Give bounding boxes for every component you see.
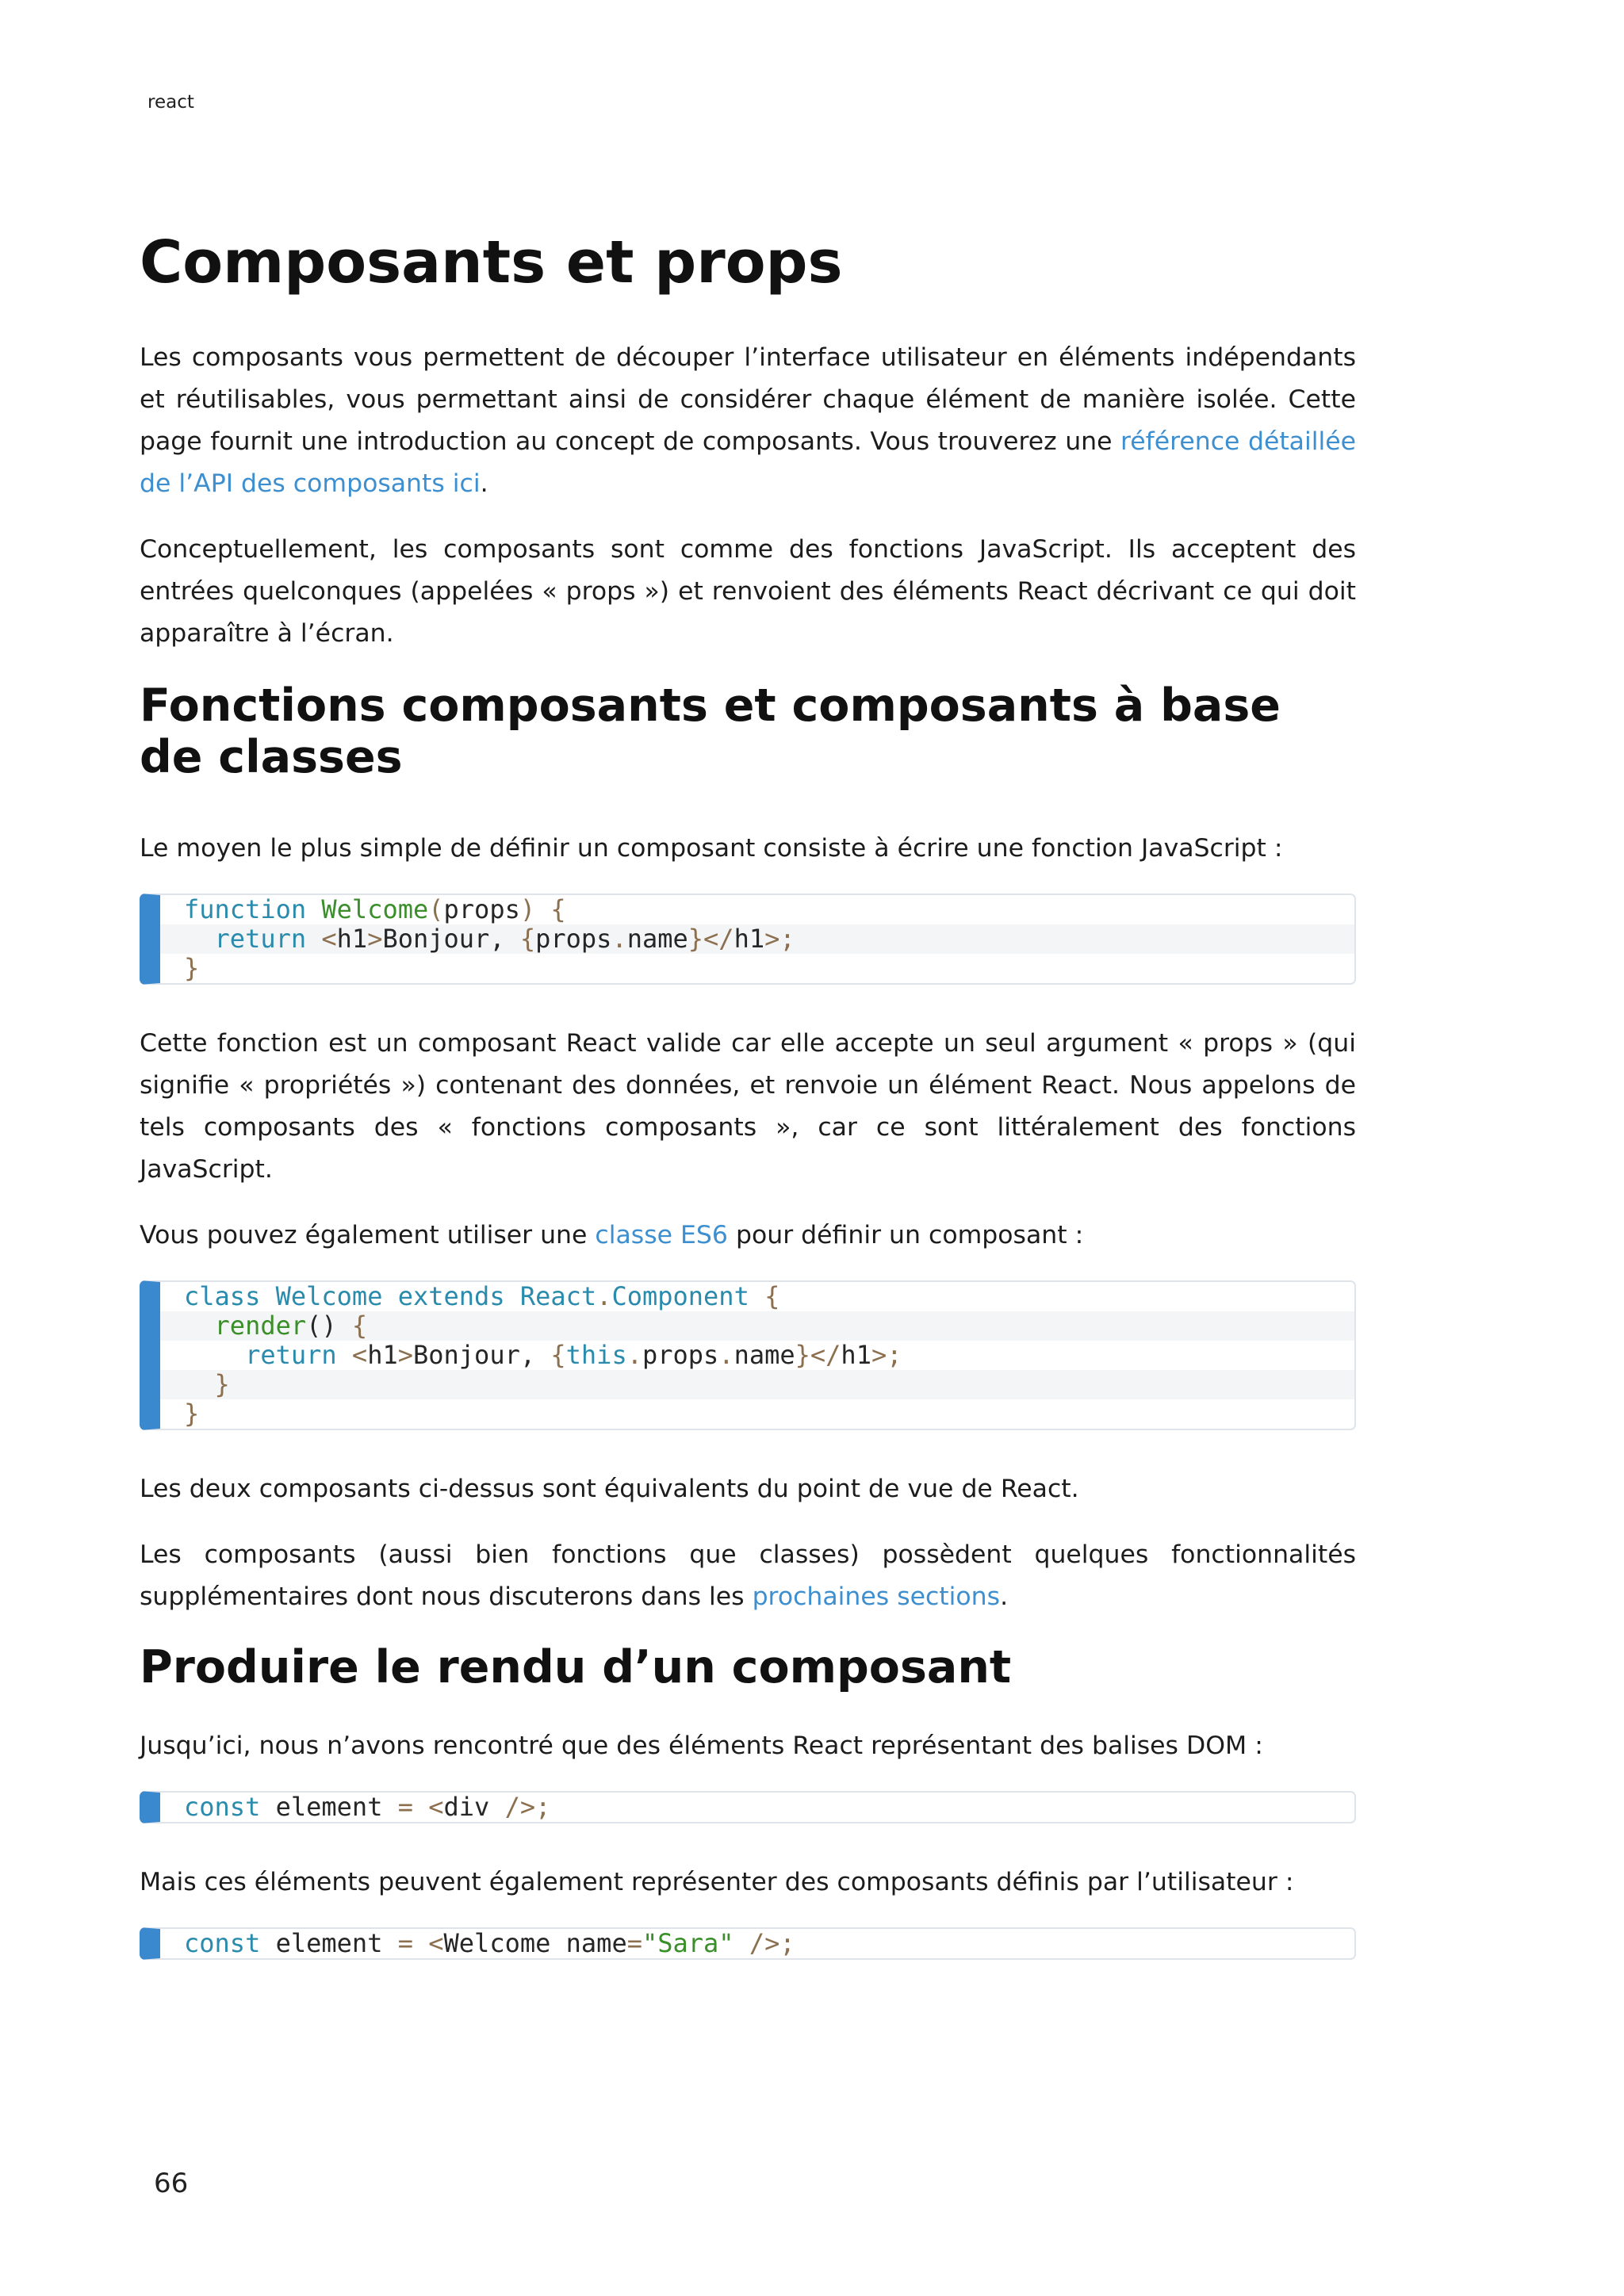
section-heading-function-class: Fonctions composants et composants à base de classes — [140, 679, 1281, 783]
page-content — [140, 230, 1356, 1998]
code-block-function-component — [140, 894, 1356, 985]
code-line: } — [184, 952, 200, 983]
section1-paragraph-1: Le moyen le plus simple de définir un composant consiste à écrire une fonction JavaScript : — [140, 833, 1283, 863]
code-line: } — [184, 1398, 200, 1429]
code-line: const element = <Welcome name="Sara" />; — [184, 1927, 795, 1958]
section-heading-rendering: Produire le rendu d’un composant — [140, 1640, 1012, 1693]
next-sections-link[interactable]: prochaines sections — [752, 1582, 1001, 1611]
api-reference-link[interactable]: référence détaillée de l’API des composants ici — [140, 427, 1357, 498]
section2-paragraph-2: Mais ces éléments peuvent également représenter des composants définis par l’utilisateur : — [140, 1867, 1294, 1896]
intro-paragraph-2: Conceptuellement, les composants sont comme des fonctions JavaScript. Ils acceptent des entrées quelconques (appelées « props ») et renvoient des éléments React décrivant ce qui doit apparaître à l’écran. — [140, 534, 1356, 648]
section1-paragraph-3: Vous pouvez également utiliser une classe ES6 pour définir un composant : — [140, 1220, 1084, 1249]
es6-class-link[interactable]: classe ES6 — [595, 1220, 728, 1249]
code-line: } — [160, 1370, 1354, 1399]
intro-paragraph-1: Les composants vous permettent de découper l’interface utilisateur en éléments indépendants et réutilisables, vous permettant ainsi de considérer chaque élément de manière isolée. Cette page fournit une introduction au concept de composants. Vous trouverez une référence détaillée de l’API des composants ici. — [140, 342, 1357, 498]
section1-paragraph-5: Les composants (aussi bien fonctions que classes) possèdent quelques fonctionnalités supplémentaires dont nous discuterons dans les prochaines sections. — [140, 1540, 1356, 1611]
code-line: const element = <div />; — [184, 1791, 551, 1822]
code-block-user-component — [140, 1927, 1356, 1960]
code-block-class-component — [140, 1280, 1356, 1430]
code-line: return <h1>Bonjour, {this.props.name}</h1>; — [245, 1339, 902, 1370]
code-line: function Welcome(props) { — [184, 894, 566, 924]
page-number: 66 — [154, 2168, 189, 2199]
code-line: class Welcome extends React.Component { — [184, 1280, 780, 1311]
running-header: react — [147, 92, 194, 113]
section1-paragraph-4: Les deux composants ci-dessus sont équivalents du point de vue de React. — [140, 1474, 1079, 1503]
section2-paragraph-1: Jusqu’ici, nous n’avons rencontré que des éléments React représentant des balises DOM : — [140, 1731, 1263, 1760]
code-line: render() { — [160, 1311, 1354, 1341]
page-title: Composants et props — [140, 228, 843, 297]
section1-paragraph-2: Cette fonction est un composant React valide car elle accepte un seul argument « props » (qui signifie « propriétés ») contenant des données, et renvoie un élément React. Nous appelons de tels composants des « fonctions composants », car ce sont littéralement des fonctions JavaScript. — [140, 1028, 1356, 1184]
code-block-dom-element — [140, 1791, 1356, 1823]
code-line: return <h1>Bonjour, {props.name}</h1>; — [160, 924, 1354, 954]
